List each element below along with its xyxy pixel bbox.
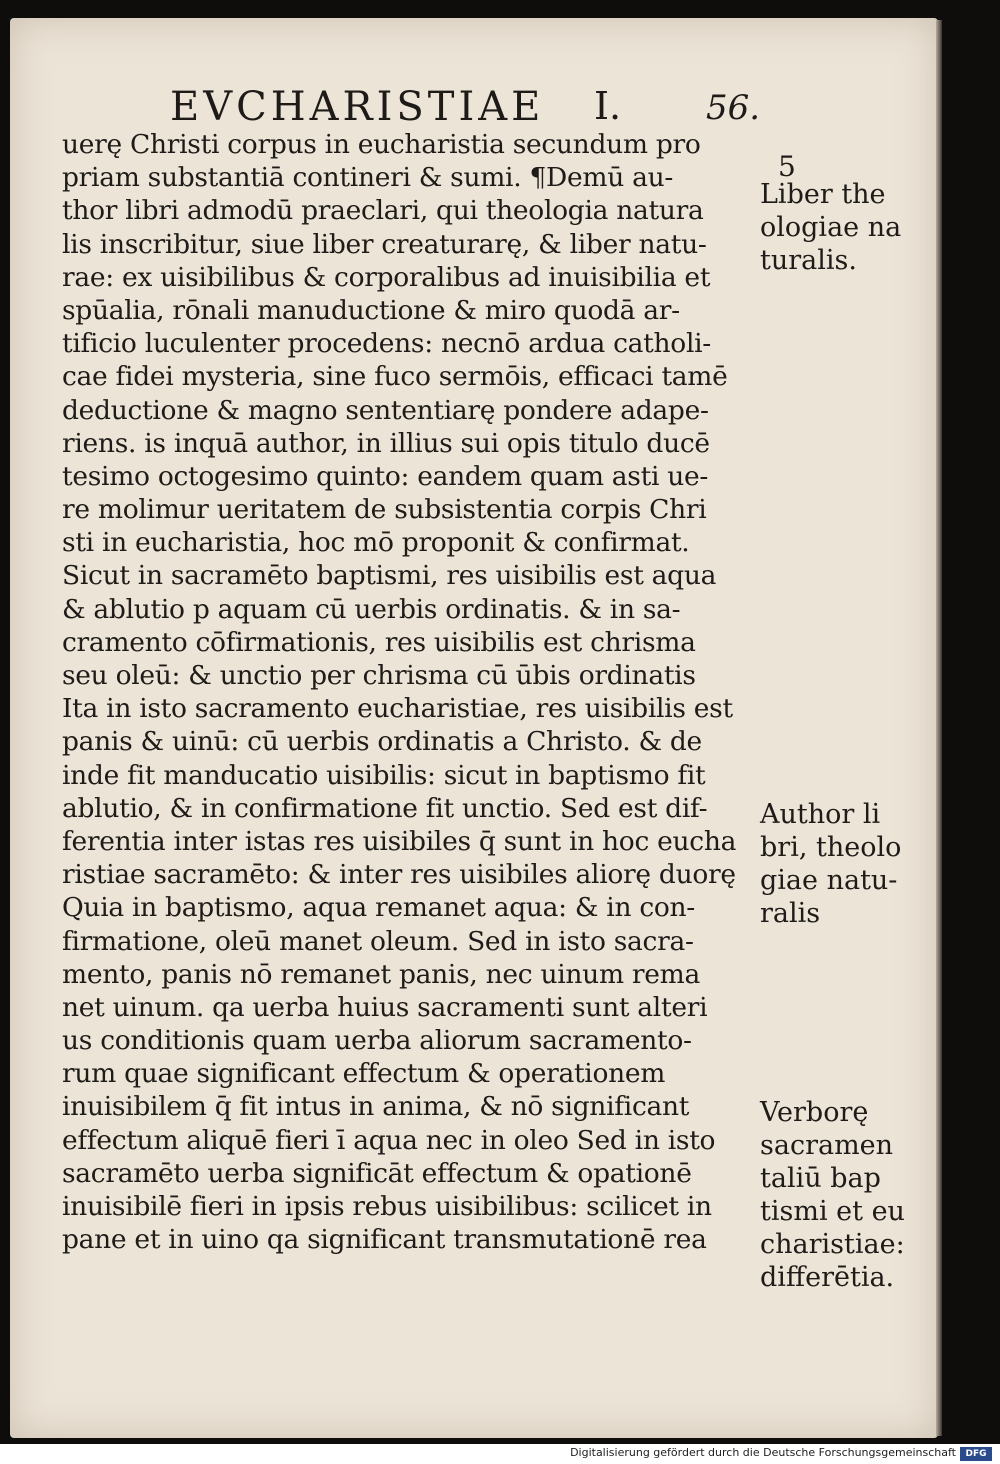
marginal-line: sacramen	[760, 1130, 894, 1161]
text-line: & ablutio p aquam cū uerbis ordinatis. & in sa-	[62, 593, 681, 625]
marginal-note-verborum	[760, 1096, 930, 1294]
text-line: rum quae significant effectum & operationem	[62, 1058, 666, 1090]
page-edge	[936, 20, 942, 1436]
running-header	[170, 84, 770, 134]
marginal-line: differētia.	[760, 1262, 895, 1293]
text-line: effectum aliquē fieri ī aqua nec in oleo Sed in isto	[62, 1124, 716, 1156]
digitization-footer	[0, 1444, 1000, 1464]
text-line: sacramēto uerba significāt effectum & opationē	[62, 1157, 692, 1189]
text-line: deductione & magno sententiarę pondere adape-	[62, 394, 709, 426]
text-line: tesimo octogesimo quinto: eandem quam asti ue-	[62, 460, 709, 492]
text-line: riens. is inquā author, in illius sui opis titulo ducē	[62, 427, 710, 459]
text-line: Ita in isto sacramento eucharistiae, res uisibilis est	[62, 693, 733, 725]
marginal-note-liber-theologiae	[760, 178, 930, 277]
text-line: Quia in baptismo, aqua remanet aqua: & in con-	[62, 892, 695, 924]
marginal-line: turalis.	[760, 245, 857, 276]
text-line: inuisibilem q̄ fit intus in anima, & nō significant	[62, 1091, 690, 1123]
text-line: thor libri admodū praeclari, qui theologia natura	[62, 195, 704, 227]
running-title: EVCHARISTIAE	[170, 84, 545, 130]
text-line: ablutio, & in confirmatione fit unctio. Sed est dif-	[62, 792, 708, 824]
text-line: inuisibilē fieri in ipsis rebus uisibilibus: scilicet in	[62, 1191, 712, 1222]
text-line: cae fidei mysteria, sine fuco sermōis, efficaci tamē	[62, 361, 728, 393]
text-line: sti in eucharistia, hoc mō proponit & confirmat.	[62, 527, 690, 559]
signature-mark: 5	[778, 150, 796, 183]
text-line: re molimur ueritatem de subsistentia corpis Chri	[62, 494, 707, 526]
marginal-line: charistiae:	[760, 1229, 905, 1260]
marginal-line: ralis	[760, 898, 821, 929]
text-line: priam substantiā contineri & sumi. ¶Demū au-	[62, 162, 674, 194]
text-line: pane et in uino qa significant transmutationē rea	[62, 1224, 707, 1256]
marginal-line: ologiae na	[760, 212, 902, 243]
text-line: tificio luculenter procedens: necnō ardua catholi-	[62, 328, 711, 360]
marginal-line: Author li	[760, 799, 881, 830]
dfg-logo: DFG	[960, 1447, 992, 1461]
marginal-line: giae natu-	[760, 865, 898, 896]
text-line: mento, panis nō remanet panis, nec uinum rema	[62, 958, 700, 990]
text-line: seu oleū: & unctio per chrisma cū ūbis ordinatis	[62, 660, 696, 691]
funding-credit: Digitalisierung gefördert durch die Deutsche Forschungsgemeinschaft	[570, 1446, 956, 1459]
text-line: Sicut in sacramēto baptismi, res uisibilis est aqua	[62, 560, 717, 592]
book-number: I.	[594, 84, 622, 128]
text-line: lis inscribitur, siue liber creaturarę, & liber natu-	[62, 228, 707, 260]
marginal-line: Verborę	[760, 1097, 869, 1128]
text-line: net uinum. qa uerba huius sacramenti sunt alteri	[62, 991, 708, 1023]
text-line: ristiae sacramēto: & inter res uisibiles aliorę duorę	[62, 859, 736, 891]
text-line: uerę Christi corpus in eucharistia secundum pro	[62, 129, 701, 160]
text-line: cramento cōfirmationis, res uisibilis est chrisma	[62, 626, 696, 658]
text-line: rae: ex uisibilibus & corporalibus ad inuisibilia et	[62, 261, 711, 293]
main-text-block	[62, 128, 752, 1256]
marginal-line: bri, theolo	[760, 832, 902, 863]
marginal-line: Liber the	[760, 179, 886, 210]
folio-number: 56.	[706, 88, 761, 128]
marginal-note-author	[760, 798, 930, 930]
text-line: us conditionis quam uerba aliorum sacramento-	[62, 1025, 692, 1057]
text-line: ferentia inter istas res uisibiles q̄ sunt in hoc eucha	[62, 825, 737, 857]
marginal-line: tismi et eu	[760, 1196, 905, 1227]
text-line: firmatione, oleū manet oleum. Sed in isto sacra-	[62, 925, 694, 957]
text-line: panis & uinū: cū uerbis ordinatis a Christo. & de	[62, 726, 702, 758]
text-line: inde fit manducatio uisibilis: sicut in baptismo fit	[62, 759, 706, 791]
text-line: spūalia, rōnali manuductione & miro quodā ar-	[62, 294, 680, 326]
marginal-line: taliū bap	[760, 1163, 881, 1194]
